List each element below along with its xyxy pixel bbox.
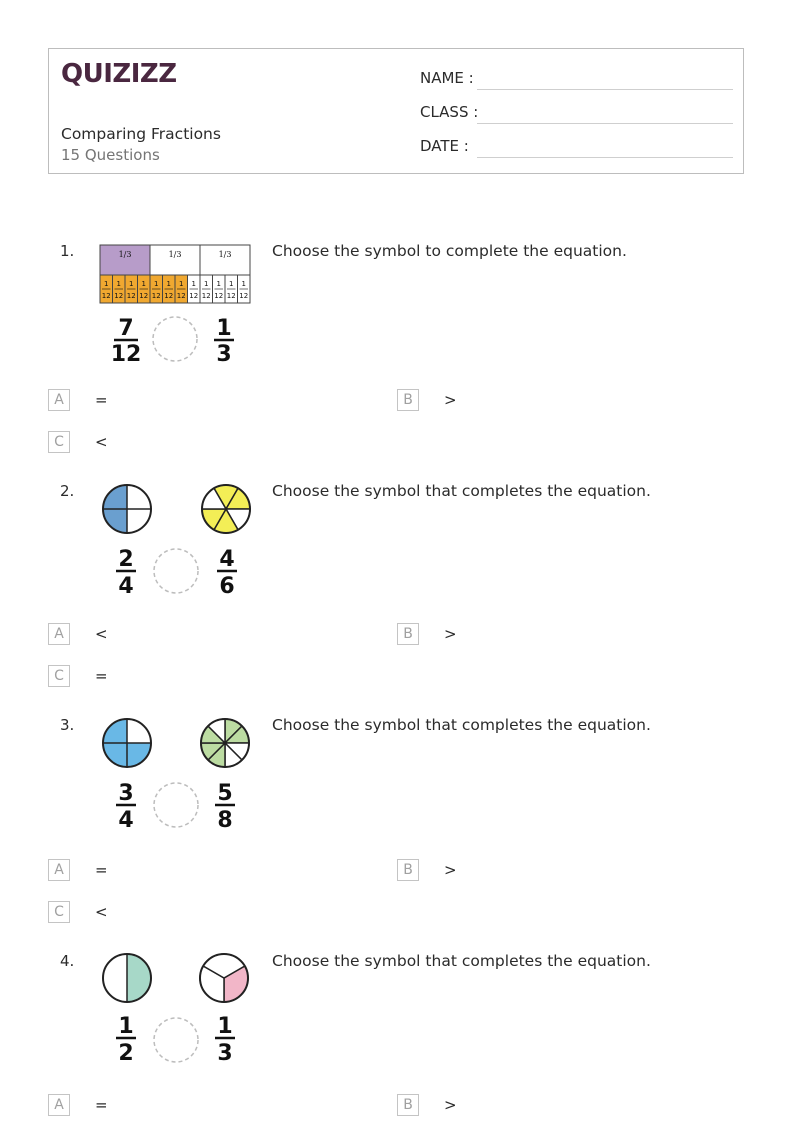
right-fraction-numerator: 4 — [219, 547, 235, 572]
twelfth-denominator: 12 — [114, 292, 124, 300]
name-line[interactable] — [477, 89, 733, 90]
option-c-value: < — [95, 903, 108, 921]
question-text: Choose the symbol that completes the equation. — [272, 482, 651, 500]
option-b-value: > — [444, 861, 457, 879]
twelfth-numerator: 1 — [229, 280, 234, 288]
eighths-circle — [201, 719, 249, 767]
left-fraction-numerator: 1 — [118, 1014, 134, 1039]
option-b-value: > — [444, 391, 457, 409]
left-fraction-denominator: 2 — [118, 1041, 134, 1066]
left-fraction-numerator: 3 — [118, 781, 134, 806]
twelfth-denominator: 12 — [189, 292, 199, 300]
option-b-box[interactable]: B — [397, 389, 419, 411]
twelfth-denominator: 12 — [126, 292, 136, 300]
class-line[interactable] — [477, 123, 733, 124]
left-fraction-numerator: 2 — [118, 547, 134, 572]
left-fraction-denominator: 4 — [118, 808, 134, 833]
left-fraction-numerator: 7 — [118, 316, 134, 341]
twelfth-numerator: 1 — [166, 280, 171, 288]
option-c-value: = — [95, 667, 108, 685]
fraction-circles-image — [98, 952, 258, 1070]
twelfth-numerator: 1 — [104, 280, 109, 288]
option-a-box[interactable]: A — [48, 389, 70, 411]
right-fraction-numerator: 1 — [216, 316, 232, 341]
option-b-box[interactable]: B — [397, 623, 419, 645]
worksheet-title: Comparing Fractions — [61, 125, 221, 143]
question-text: Choose the symbol that completes the equation. — [272, 716, 651, 734]
twelfth-denominator: 12 — [151, 292, 161, 300]
question-number: 4. — [60, 952, 75, 970]
right-fraction-numerator: 1 — [217, 1014, 233, 1039]
answer-blank-circle — [153, 317, 197, 361]
option-c-box[interactable]: C — [48, 665, 70, 687]
twelfth-denominator: 12 — [164, 292, 174, 300]
answer-blank-circle — [154, 1018, 198, 1062]
right-fraction-denominator: 3 — [216, 342, 232, 367]
option-c-box[interactable]: C — [48, 901, 70, 923]
question-text: Choose the symbol that completes the equation. — [272, 952, 651, 970]
option-a-box[interactable]: A — [48, 859, 70, 881]
left-fraction-denominator: 4 — [118, 574, 134, 599]
twelfth-denominator: 12 — [214, 292, 224, 300]
option-a-value: = — [95, 861, 108, 879]
fraction-circles-image — [98, 482, 258, 600]
option-a-value: < — [95, 625, 108, 643]
date-line[interactable] — [477, 157, 733, 158]
option-a-value: = — [95, 391, 108, 409]
quarters-circle — [103, 485, 151, 533]
worksheet-question-count: 15 Questions — [61, 146, 160, 164]
twelfth-numerator: 1 — [191, 280, 196, 288]
sixths-circle — [202, 485, 250, 533]
option-b-box[interactable]: B — [397, 859, 419, 881]
twelfth-denominator: 12 — [176, 292, 186, 300]
twelfth-denominator: 12 — [101, 292, 111, 300]
answer-blank-circle — [154, 783, 198, 827]
option-c-value: < — [95, 433, 108, 451]
twelfth-denominator: 12 — [201, 292, 211, 300]
twelfth-denominator: 12 — [226, 292, 236, 300]
twelfth-numerator: 1 — [141, 280, 146, 288]
left-fraction-denominator: 12 — [110, 342, 142, 367]
right-fraction-denominator: 8 — [217, 808, 233, 833]
twelfth-numerator: 1 — [154, 280, 159, 288]
bar-label: 1/3 — [168, 250, 182, 259]
option-a-value: = — [95, 1096, 108, 1114]
twelfth-numerator: 1 — [241, 280, 246, 288]
bar-label: 1/3 — [218, 250, 232, 259]
right-fraction-numerator: 5 — [217, 781, 233, 806]
option-a-box[interactable]: A — [48, 1094, 70, 1116]
name-label: NAME : — [420, 69, 474, 87]
option-b-box[interactable]: B — [397, 1094, 419, 1116]
right-fraction-denominator: 3 — [217, 1041, 233, 1066]
twelfth-numerator: 1 — [179, 280, 184, 288]
halves-circle — [103, 954, 151, 1002]
bar-label: 1/3 — [118, 250, 132, 259]
fraction-circles-image — [98, 716, 258, 834]
quizizz-logo: QUIZIZZ — [61, 59, 177, 89]
option-c-box[interactable]: C — [48, 431, 70, 453]
answer-blank-circle — [154, 549, 198, 593]
question-number: 1. — [60, 242, 75, 260]
right-fraction-denominator: 6 — [219, 574, 235, 599]
class-label: CLASS : — [420, 103, 479, 121]
option-a-box[interactable]: A — [48, 623, 70, 645]
question-number: 3. — [60, 716, 75, 734]
twelfth-numerator: 1 — [129, 280, 134, 288]
fraction-bar-image — [98, 243, 258, 367]
date-label: DATE : — [420, 137, 469, 155]
option-b-value: > — [444, 1096, 457, 1114]
thirds-circle — [200, 954, 248, 1002]
question-number: 2. — [60, 482, 75, 500]
twelfth-denominator: 12 — [239, 292, 249, 300]
worksheet-header — [48, 48, 744, 174]
option-b-value: > — [444, 625, 457, 643]
twelfth-numerator: 1 — [204, 280, 209, 288]
twelfth-denominator: 12 — [139, 292, 149, 300]
quarters-circle — [103, 719, 151, 767]
question-text: Choose the symbol to complete the equation. — [272, 242, 627, 260]
twelfth-numerator: 1 — [216, 280, 221, 288]
twelfth-numerator: 1 — [116, 280, 121, 288]
